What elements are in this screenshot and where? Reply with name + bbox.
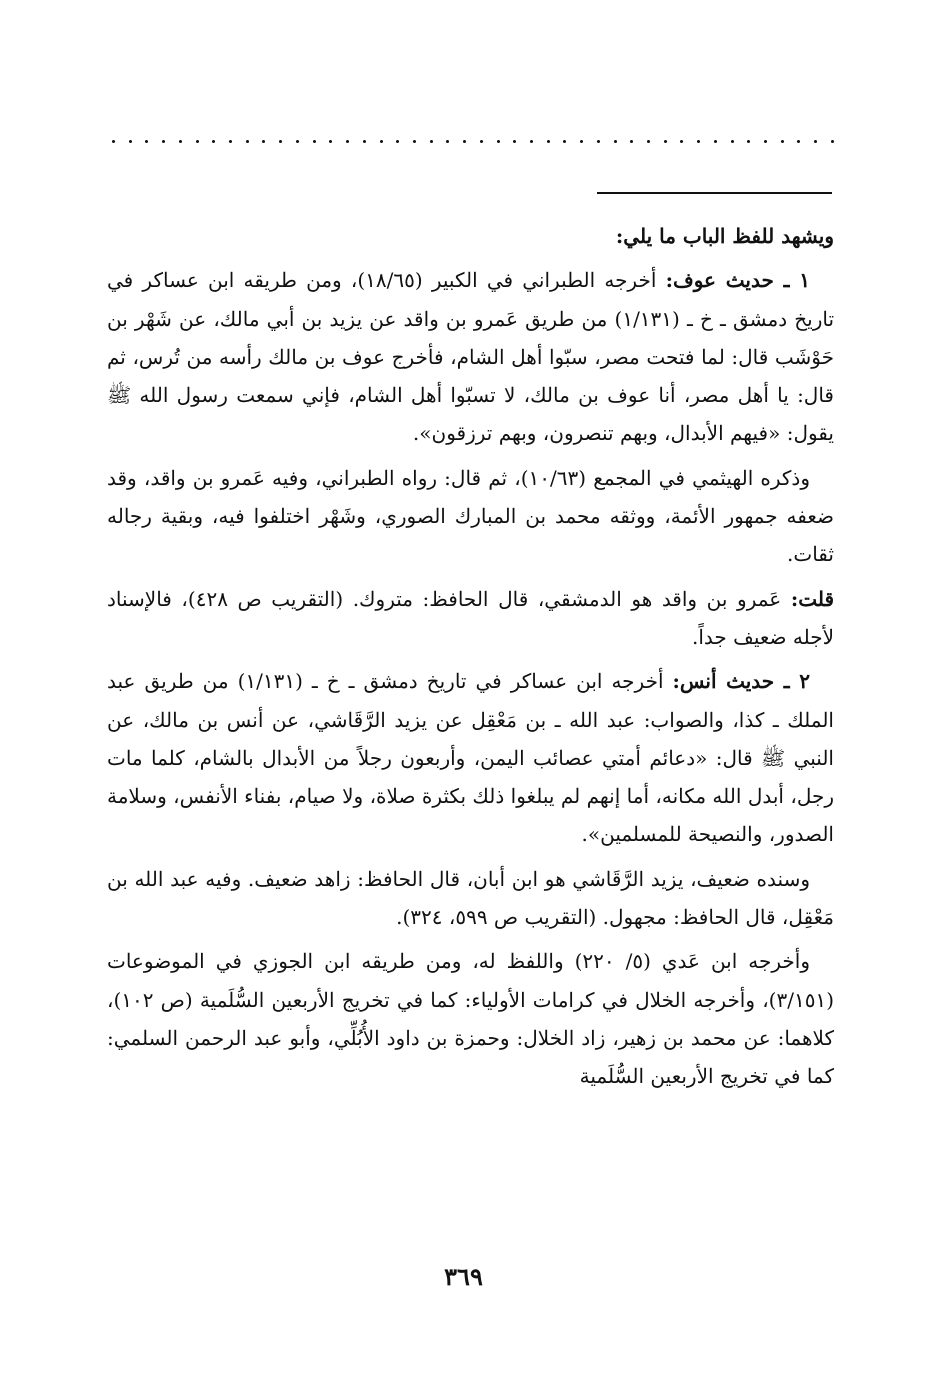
separator-dot xyxy=(831,140,834,143)
separator-dot xyxy=(196,140,199,143)
separator-dot xyxy=(279,140,282,143)
separator-dot xyxy=(680,140,683,143)
separator-dot xyxy=(129,140,132,143)
paragraph-haythami: وذكره الهيثمي في المجمع (١٠/٦٣)، ثم قال: رواه الطبراني، وفيه عَمرو بن واقد، وقد ضعفه جمهور الأئمة، ووثقه محمد بن المبارك الصوري، وشَهْر اختلفوا فيه، وبقية رجاله ثقات. xyxy=(107,465,834,567)
separator-dot xyxy=(647,140,650,143)
paragraph-hadith-anas xyxy=(107,662,834,853)
separator-dot xyxy=(814,140,817,143)
separator-dot xyxy=(547,140,550,143)
separator-dot xyxy=(764,140,767,143)
separator-dot xyxy=(446,140,449,143)
hadith-anas-body: أخرجه ابن عساكر في تاريخ دمشق ـ خ ـ (١/١٣١) من طريق عبد الملك ـ كذا، والصواب: عبد الله ـ بن مَعْقِل عن يزيد الرَّقَاشي، عن أنس بن مالك، عن النبي ﷺ قال: «دعائم أمتي عصائب اليمن، وأربعون رجلاً من الأبدال بالشام، كلما مات رجل، أبدل الله مكانه، أما إنهم لم يبلغوا ذلك بكثرة صلاة، ولا صيام، بفناء الأنفس، وسلامة الصدور، والنصيحة للمسلمين». xyxy=(107,669,834,847)
separator-dot xyxy=(413,140,416,143)
separator-dot xyxy=(396,140,399,143)
separator-dot xyxy=(614,140,617,143)
separator-dot xyxy=(329,140,332,143)
separator-dot xyxy=(714,140,717,143)
page-number: ٣٦٩ xyxy=(444,1262,483,1291)
separator-dot xyxy=(430,140,433,143)
separator-dot xyxy=(664,140,667,143)
qult-heading: قلت: xyxy=(790,586,835,611)
separator-dot xyxy=(145,140,148,143)
separator-dot xyxy=(346,140,349,143)
separator-dot xyxy=(513,140,516,143)
separator-dot xyxy=(112,140,115,143)
paragraph-sanad: وسنده ضعيف، يزيد الرَّقَاشي هو ابن أبان، قال الحافظ: زاهد ضعيف. وفيه عبد الله بن مَعْقِل، قال الحافظ: مجهول. (التقريب ص ٥٩٩، ٣٢٤). xyxy=(107,866,834,930)
separator-dot xyxy=(530,140,533,143)
separator-dot xyxy=(480,140,483,143)
separator-dot xyxy=(229,140,232,143)
hadith-anas-heading: ٢ ـ حديث أنس: xyxy=(672,669,810,694)
separator-dot xyxy=(781,140,784,143)
separator-dot xyxy=(162,140,165,143)
hadith-awf-body: أخرجه الطبراني في الكبير (١٨/٦٥)، ومن طريقه ابن عساكر في تاريخ دمشق ـ خ ـ (١/١٣١) من طريق عَمرو بن واقد عن يزيد بن أبي مالك، عن شَهْر بن حَوْشَب قال: لما فتحت مصر، سبّوا أهل الشام، فأخرج عوف بن مالك رأسه من تُرس، ثم قال: يا أهل مصر، أنا عوف بن مالك، لا تسبّوا أهل الشام، فإني سمعت رسول الله ﷺ يقول: «فيهم الأبدال، وبهم تنصرون، وبهم ترزقون». xyxy=(107,268,835,446)
separator-dot xyxy=(697,140,700,143)
footnote-rule xyxy=(597,192,832,194)
hadith-awf-heading: ١ ـ حديث عوف: xyxy=(665,268,810,293)
paragraph-hadith-awf xyxy=(107,261,834,452)
separator-dot xyxy=(179,140,182,143)
separator-dot xyxy=(580,140,583,143)
separator-dot xyxy=(246,140,249,143)
separator-dot xyxy=(497,140,500,143)
separator-dot xyxy=(262,140,265,143)
paragraph-ibn-adi: وأخرجه ابن عَدي (٥/ ٢٢٠) واللفظ له، ومن طريقه ابن الجوزي في الموضوعات (٣/١٥١)، وأخرجه الخلال في كرامات الأولياء: كما في تخريج الأربعين السُّلَمية (ص ١٠٢)، كلاهما: عن محمد بن زهير، زاد الخلال: وحمزة بن داود الأُبُلِّي، وأبو عبد الرحمن السلمي: كما في تخريج الأربعين السُّلَمية xyxy=(107,949,834,1089)
separator-dot xyxy=(463,140,466,143)
separator-dot xyxy=(363,140,366,143)
qult-body: عَمرو بن واقد هو الدمشقي، قال الحافظ: متروك. (التقريب ص ٤٢٨)، فالإسناد لأجله ضعيف جداً. xyxy=(107,586,834,649)
separator-dot xyxy=(747,140,750,143)
separator-dot xyxy=(313,140,316,143)
paragraph-qult xyxy=(107,580,834,657)
separator-dot xyxy=(296,140,299,143)
separator-dot xyxy=(797,140,800,143)
separator-dot xyxy=(380,140,383,143)
dotted-separator xyxy=(112,133,834,149)
separator-dot xyxy=(731,140,734,143)
separator-dot xyxy=(212,140,215,143)
intro-heading: ويشهد للفظ الباب ما يلي: xyxy=(615,224,834,248)
separator-dot xyxy=(597,140,600,143)
main-text xyxy=(107,217,834,1096)
separator-dot xyxy=(563,140,566,143)
separator-dot xyxy=(630,140,633,143)
